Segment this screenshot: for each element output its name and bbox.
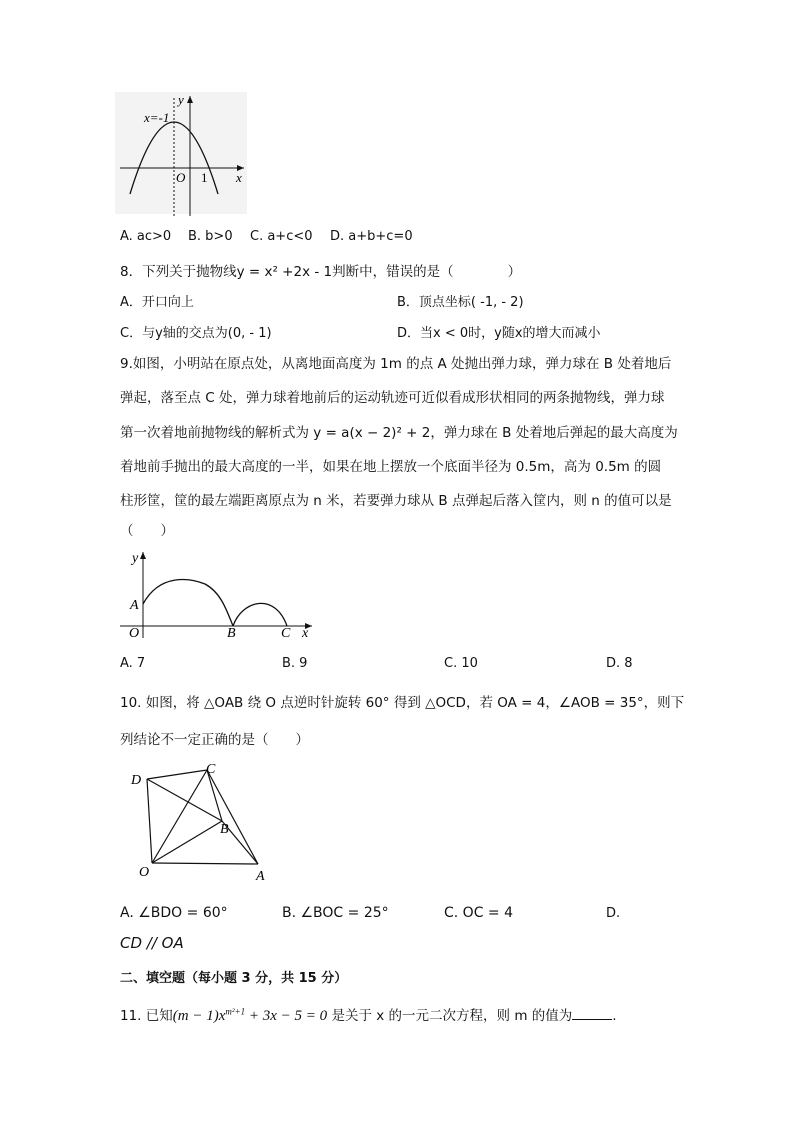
vertex-b-label: B (220, 822, 229, 837)
q7-option-d: D. a+b+c=0 (330, 229, 413, 244)
fig-y-label: y (132, 551, 139, 566)
q11-prefix: 11. 已知 (120, 1008, 173, 1024)
parabola-figure-q7 (112, 90, 252, 220)
q11-line (120, 1004, 617, 1025)
fig-b-label: B (227, 626, 236, 641)
figure-background (115, 92, 247, 214)
q10-option-c: C. OC = 4 (444, 905, 514, 921)
q9-line-3: 第一次着地前抛物线的解析式为 y = a(x − 2)² + 2，弹力球在 B 处着地后弹起的最大高度为 (120, 425, 678, 441)
q9-line-2: 弹起，落至点 C 处，弹力球着地前后的运动轨迹可近似看成形状相同的两条抛物线，弹力球 (120, 390, 665, 406)
segment-db (147, 779, 222, 821)
q8-option-d: D．当x < 0时，y随x的增大而减小 (397, 326, 601, 341)
q9-option-a: A. 7 (120, 656, 146, 671)
fig-a-label: A (130, 598, 139, 613)
q11-exponent: m²+1 (225, 1006, 246, 1017)
segment-od (147, 779, 152, 863)
fig-c-label: C (281, 626, 291, 641)
segment-dc (147, 770, 207, 779)
origin-label: O (176, 170, 186, 185)
q11-equation: (m − 1)x (172, 1008, 226, 1024)
q7-option-c: C. a+c<0 (250, 229, 313, 244)
one-label: 1 (201, 170, 208, 185)
q10-option-d-content: CD // OA (120, 934, 184, 952)
second-arc (233, 603, 287, 626)
q10-option-b: B. ∠BOC = 25° (282, 905, 389, 921)
vertex-c-label: C (206, 762, 216, 777)
q7-option-a: A. ac>0 (120, 229, 172, 244)
q8-option-b: B．顶点坐标( -1, - 2) (397, 295, 524, 310)
q10-option-a: A. ∠BDO = 60° (120, 905, 228, 921)
segment-ob (152, 821, 222, 863)
q11-end: . (612, 1008, 617, 1024)
q9-line-6: （ ） (120, 523, 174, 539)
q8-stem: 8．下列关于抛物线y = x² +2x - 1判断中，错误的是（ ） (120, 264, 522, 280)
q9-option-b: B. 9 (282, 656, 308, 671)
y-label: y (178, 92, 184, 107)
q9-line-4: 着地前手抛出的最大高度的一半，如果在地上摆放一个底面半径为 0.5m，高为 0.5m 的圆 (120, 459, 662, 475)
q11-answer-blank[interactable] (572, 1007, 612, 1020)
q9-option-c: C. 10 (444, 656, 478, 671)
q11-middle: 是关于 x 的一元二次方程，则 m 的值为 (327, 1008, 573, 1024)
q8-option-c: C．与y轴的交点为(0, - 1) (120, 326, 272, 341)
first-arc (143, 580, 233, 626)
vertex-d-label: D (131, 773, 142, 788)
vertex-o-label: O (139, 865, 150, 880)
q9-line-1: 9.如图，小明站在原点处，从离地面高度为 1m 的点 A 处抛出弹力球，弹力球在 B 处着地后 (120, 356, 672, 372)
bounce-figure-q9 (120, 548, 320, 643)
q10-line-2: 列结论不一定正确的是（ ） (120, 732, 309, 748)
q7-option-b: B. b>0 (188, 229, 233, 244)
q10-line-1: 10. 如图，将 △OAB 绕 O 点逆时针旋转 60° 得到 △OCD，若 OA = 4，∠AOB = 35°，则下 (120, 695, 685, 711)
segment-ao (152, 863, 258, 864)
rotation-figure-q10 (128, 760, 278, 885)
q11-equation-rest: + 3x − 5 = 0 (245, 1008, 328, 1024)
q8-option-a: A．开口向上 (120, 295, 194, 310)
q9-option-d: D. 8 (606, 656, 633, 671)
axis-equation-label: x=-1 (144, 110, 170, 125)
section-heading: 二、填空题（每小题 3 分，共 15 分） (120, 971, 348, 986)
vertex-a-label: A (256, 869, 265, 884)
segment-oc (152, 770, 207, 863)
y-arrow (140, 552, 146, 559)
x-label: x (236, 170, 242, 185)
fig-o-label: O (129, 626, 140, 641)
fig-x-label: x (302, 626, 309, 641)
q9-line-5: 柱形筐，筐的最左端距离原点为 n 米，若要弹力球从 B 点弹起后落入筐内，则 n 的值可以是 (120, 493, 672, 509)
q10-option-d: D. (606, 906, 621, 921)
